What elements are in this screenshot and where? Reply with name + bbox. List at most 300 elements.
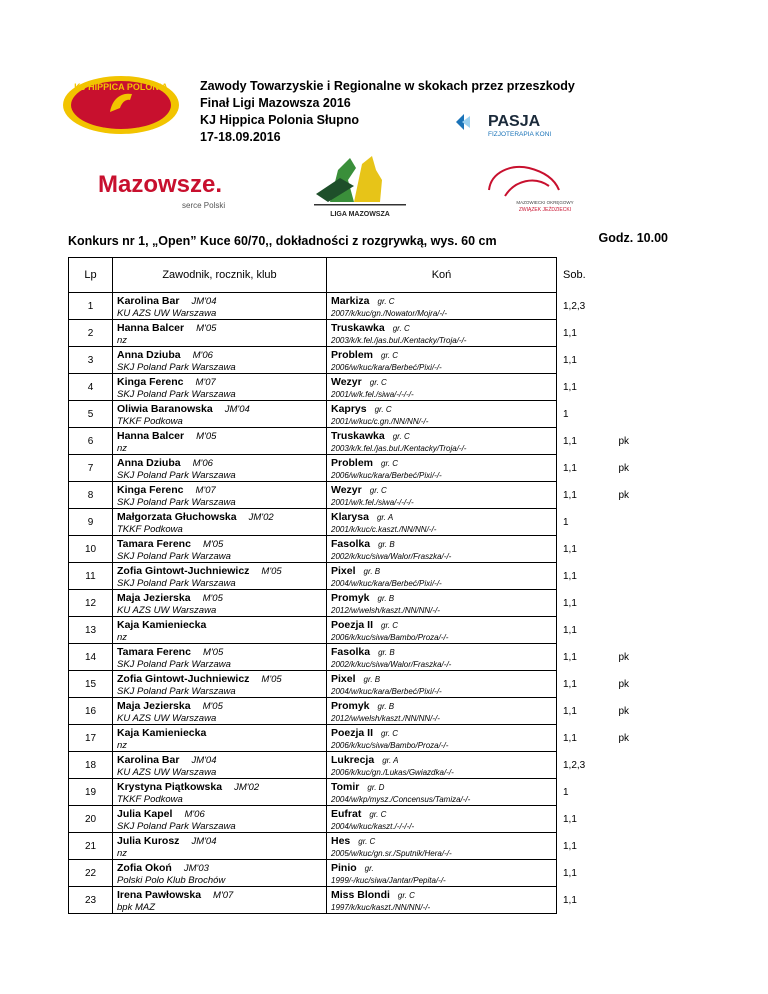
table-row <box>69 860 669 887</box>
horse-cell <box>327 833 557 860</box>
rider-club: SKJ Poland Park Warszawa <box>117 497 236 508</box>
rider-name: Maja Jezierska <box>117 592 191 604</box>
header-line-1: Zawody Towarzyskie i Regionalne w skokach przez przeszkody <box>200 79 575 93</box>
row-sob: 1,1 <box>563 462 577 474</box>
row-pk: pk <box>618 732 630 744</box>
row-pk <box>617 536 669 563</box>
row-lp: 23 <box>69 887 113 914</box>
row-pk <box>617 347 669 374</box>
table-row <box>69 320 669 347</box>
row-pk: pk <box>618 705 630 717</box>
rider-cell <box>113 509 327 536</box>
competition-title: Konkurs nr 1, „Open” Kuce 60/70,, dokładności z rozgrywką, wys. 60 cm <box>68 234 497 248</box>
horse-cell <box>327 320 557 347</box>
horse-pedigree: 2006/w/kuc/kara/Berbeć/Pixi/-/- <box>331 363 442 372</box>
rider-name: Tamara Ferenc <box>117 538 191 550</box>
row-pk <box>617 860 669 887</box>
horse-cell <box>327 779 557 806</box>
row-sob: 1,1 <box>563 327 577 339</box>
rider-year: M'07 <box>213 890 234 901</box>
rider-year: M'05 <box>261 566 282 577</box>
horse-pedigree: 1997/k/kuc/kaszt./NN/NN/-/- <box>331 903 431 912</box>
table-row <box>69 536 669 563</box>
table-header-row <box>69 258 669 293</box>
horse-name: Problem <box>331 349 374 361</box>
rider-club: KU AZS UW Warszawa <box>117 308 217 319</box>
horse-cell <box>327 752 557 779</box>
horse-name: Miss Blondi <box>331 889 390 901</box>
mozj-line2: ZWIĄZEK JEŹDZIECKI <box>518 207 572 213</box>
horse-cell <box>327 455 557 482</box>
horse-pedigree: 2012/w/welsh/kaszt./NN/NN/-/- <box>331 606 440 615</box>
table-row <box>69 644 669 671</box>
horse-pedigree: 2003/k/k.fel./jas.bul./Kentacky/Troja/-/- <box>331 444 467 453</box>
horse-group: gr. B <box>377 594 395 603</box>
row-sob: 1,1 <box>563 381 577 393</box>
horse-pedigree: 2004/w/kuc/kara/Berbeć/Pixi/-/- <box>331 579 442 588</box>
horse-name: Tomir <box>331 781 360 793</box>
rider-club: SKJ Poland Park Warszawa <box>117 578 236 589</box>
horse-group: gr. C <box>358 837 376 846</box>
rider-name: Krystyna Piątkowska <box>117 781 223 793</box>
horse-pedigree: 2004/w/kuc/kara/Berbeć/Pixi/-/- <box>331 687 442 696</box>
rider-cell <box>113 374 327 401</box>
horse-name: Promyk <box>331 592 370 604</box>
rider-year: M'05 <box>196 431 217 442</box>
rider-cell <box>113 860 327 887</box>
horse-cell <box>327 563 557 590</box>
row-sob: 1 <box>563 408 569 420</box>
row-pk <box>617 833 669 860</box>
row-sob: 1,1 <box>563 489 577 501</box>
rider-club: SKJ Poland Park Warszawa <box>117 686 236 697</box>
row-sob: 1,1 <box>563 651 577 663</box>
rider-club: nz <box>117 632 128 643</box>
rider-club: TKKF Podkowa <box>117 416 183 427</box>
rider-name: Zofia Gintowt-Juchniewicz <box>117 673 250 685</box>
horse-name: Lukrecja <box>331 754 375 766</box>
horse-name: Hes <box>331 835 351 847</box>
horse-pedigree: 1999/-/kuc/siwa/Jantar/Pepita/-/- <box>331 876 446 885</box>
horse-group: gr. C <box>392 324 410 333</box>
horse-pedigree: 2005/w/kuc/gn.sr./Sputnik/Hera/-/- <box>331 849 452 858</box>
rider-cell <box>113 347 327 374</box>
rider-name: Julia Kurosz <box>117 835 180 847</box>
rider-cell <box>113 833 327 860</box>
horse-name: Wezyr <box>331 376 362 388</box>
rider-club: Polski Polo Klub Brochów <box>117 875 226 886</box>
rider-year: M'05 <box>202 539 224 550</box>
row-pk <box>617 887 669 914</box>
table-row <box>69 590 669 617</box>
table-row <box>69 374 669 401</box>
rider-year: M'05 <box>261 674 282 685</box>
table-row <box>69 833 669 860</box>
horse-group: gr. C <box>369 810 387 819</box>
row-sob: 1,1 <box>563 678 577 690</box>
pasja-logo <box>452 108 582 138</box>
row-sob: 1,1 <box>563 705 577 717</box>
rider-year: M'06 <box>192 350 213 361</box>
horse-cell <box>327 536 557 563</box>
row-pk <box>617 374 669 401</box>
rider-cell <box>113 428 327 455</box>
horse-group: gr. D <box>367 783 385 792</box>
row-pk: pk <box>618 678 630 690</box>
horse-pedigree: 2012/w/welsh/kaszt./NN/NN/-/- <box>331 714 440 723</box>
rider-name: Kaja Kamieniecka <box>117 619 207 631</box>
rider-year: M'07 <box>195 377 216 388</box>
horse-name: Fasolka <box>331 538 371 550</box>
header-line-2: Finał Ligi Mazowsza 2016 <box>200 96 351 110</box>
horse-name: Pixel <box>331 673 356 685</box>
rider-year: M'06 <box>184 809 205 820</box>
row-lp: 22 <box>69 860 113 887</box>
horse-group: gr. C <box>381 621 399 630</box>
row-lp: 7 <box>69 455 113 482</box>
table-row <box>69 293 669 320</box>
rider-name: Kaja Kamieniecka <box>117 727 207 739</box>
horse-cell <box>327 725 557 752</box>
rider-name: Małgorzata Głuchowska <box>117 511 237 523</box>
row-pk: pk <box>618 489 630 501</box>
horse-cell <box>327 509 557 536</box>
horse-group: gr. B <box>363 675 381 684</box>
rider-club: nz <box>117 740 128 751</box>
row-sob: 1,1 <box>563 867 577 879</box>
rider-name: Tamara Ferenc <box>117 646 191 658</box>
row-lp: 6 <box>69 428 113 455</box>
row-lp: 16 <box>69 698 113 725</box>
rider-club: SKJ Poland Park Warszawa <box>117 389 236 400</box>
row-sob: 1,1 <box>563 435 577 447</box>
row-lp: 17 <box>69 725 113 752</box>
row-lp: 20 <box>69 806 113 833</box>
rider-cell <box>113 590 327 617</box>
horse-group: gr. A <box>376 513 394 522</box>
horse-pedigree: 2003/k/k.fel./jas.bul./Kentacky/Troja/-/- <box>331 336 467 345</box>
row-sob: 1,1 <box>563 894 577 906</box>
row-lp: 1 <box>69 293 113 320</box>
rider-name: Karolina Bar <box>117 754 180 766</box>
table-row <box>69 671 669 698</box>
horse-pedigree: 2001/w/k.fel./siwa/-/-/-/- <box>331 390 414 399</box>
horse-group: gr. C <box>377 297 395 306</box>
horse-cell <box>327 644 557 671</box>
rider-club: TKKF Podkowa <box>117 794 183 805</box>
col-header-sob: Sob. <box>563 269 586 281</box>
rider-year: JM'04 <box>191 296 217 307</box>
horse-cell <box>327 617 557 644</box>
rider-year: M'06 <box>192 458 213 469</box>
row-lp: 12 <box>69 590 113 617</box>
col-header-rider: Zawodnik, rocznik, klub <box>113 258 327 293</box>
table-row <box>69 617 669 644</box>
row-lp: 13 <box>69 617 113 644</box>
horse-pedigree: 2004/w/kuc/kaszt./-/-/-/- <box>331 822 415 831</box>
rider-cell <box>113 320 327 347</box>
rider-name: Zofia Okoń <box>117 862 172 874</box>
row-pk <box>617 617 669 644</box>
hippica-logo-top: KJ HIPPICA POLONIA <box>74 82 168 92</box>
table-row <box>69 428 669 455</box>
horse-cell <box>327 860 557 887</box>
rider-club: SKJ Poland Park Warszawa <box>117 362 236 373</box>
horse-pedigree: 2007/k/kuc/gn./Nowator/Mojra/-/- <box>331 309 448 318</box>
horse-group: gr. A <box>382 756 399 765</box>
rider-club: nz <box>117 848 128 859</box>
row-pk <box>617 293 669 320</box>
rider-name: Karolina Bar <box>117 295 180 307</box>
table-row <box>69 725 669 752</box>
rider-year: JM'02 <box>234 782 260 793</box>
rider-year: JM'04 <box>191 836 217 847</box>
table-row <box>69 752 669 779</box>
table-row <box>69 347 669 374</box>
table-row <box>69 563 669 590</box>
horse-cell <box>327 887 557 914</box>
horse-pedigree: 2001/k/kuc/c.kaszt./NN/NN/-/- <box>331 525 437 534</box>
row-sob: 1,1 <box>563 840 577 852</box>
rider-cell <box>113 455 327 482</box>
horse-group: gr. B <box>378 648 395 657</box>
rider-year: M'05 <box>202 593 223 604</box>
horse-pedigree: 2004/w/kp/mysz./Concensus/Tamiza/-/- <box>331 795 471 804</box>
rider-year: JM'04 <box>224 404 250 415</box>
horse-cell <box>327 482 557 509</box>
mazowsze-logo <box>98 168 238 214</box>
rider-name: Julia Kapel <box>117 808 173 820</box>
col-header-lp: Lp <box>69 258 113 293</box>
rider-name: Kinga Ferenc <box>117 376 184 388</box>
row-pk <box>617 563 669 590</box>
horse-name: Fasolka <box>331 646 371 658</box>
horse-pedigree: 2006/k/kuc/siwa/Bambo/Proza/-/- <box>331 741 449 750</box>
col-header-horse: Koń <box>327 258 557 293</box>
mozj-logo <box>475 160 575 215</box>
mazowsze-sub: serce Polski <box>182 201 226 210</box>
row-lp: 11 <box>69 563 113 590</box>
horse-cell <box>327 671 557 698</box>
table-row <box>69 887 669 914</box>
horse-pedigree: 2001/w/kuc/c.gn./NN/NN/-/- <box>331 417 429 426</box>
rider-name: Irena Pawłowska <box>117 889 202 901</box>
horse-group: gr. C <box>381 729 399 738</box>
rider-name: Anna Dziuba <box>117 349 181 361</box>
row-pk <box>617 806 669 833</box>
rider-cell <box>113 887 327 914</box>
rider-year: JM'04 <box>191 755 217 766</box>
horse-group: gr. C <box>381 351 399 360</box>
rider-name: Anna Dziuba <box>117 457 181 469</box>
row-sob: 1,2,3 <box>563 300 586 312</box>
horse-group: gr. B <box>378 540 395 549</box>
rider-club: SKJ Poland Park Warzawa <box>117 551 231 562</box>
table-row <box>69 401 669 428</box>
rider-cell <box>113 671 327 698</box>
row-lp: 15 <box>69 671 113 698</box>
horse-pedigree: 2006/k/kuc/gn./Lukas/Gwiazdka/-/- <box>331 768 454 777</box>
table-row <box>69 455 669 482</box>
horse-group: gr. C <box>397 891 415 900</box>
pasja-name: PASJA <box>488 113 541 130</box>
horse-group: gr. B <box>377 702 395 711</box>
rider-name: Oliwia Baranowska <box>117 403 213 415</box>
liga-mazowsza-logo <box>310 150 410 220</box>
row-sob: 1,1 <box>563 813 577 825</box>
row-pk: pk <box>618 462 630 474</box>
horse-cell <box>327 374 557 401</box>
horse-cell <box>327 698 557 725</box>
horse-name: Truskawka <box>331 322 385 334</box>
row-sob: 1,1 <box>563 624 577 636</box>
horse-cell <box>327 347 557 374</box>
rider-club: KU AZS UW Warszawa <box>117 713 217 724</box>
rider-year: M'05 <box>202 647 224 658</box>
rider-club: nz <box>117 335 128 346</box>
rider-year: JM'03 <box>183 863 209 874</box>
rider-club: SKJ Poland Park Warszawa <box>117 821 236 832</box>
rider-name: Zofia Gintowt-Juchniewicz <box>117 565 250 577</box>
rider-cell <box>113 536 327 563</box>
horse-group: gr. B <box>363 567 381 576</box>
horse-name: Kaprys <box>331 403 367 415</box>
horse-name: Promyk <box>331 700 370 712</box>
horse-pedigree: 2006/k/kuc/siwa/Bambo/Proza/-/- <box>331 633 449 642</box>
row-lp: 14 <box>69 644 113 671</box>
rider-cell <box>113 293 327 320</box>
row-pk <box>617 320 669 347</box>
horse-cell <box>327 401 557 428</box>
header-line-3: KJ Hippica Polonia Słupno <box>200 113 360 127</box>
rider-year: JM'02 <box>248 512 274 523</box>
rider-cell <box>113 401 327 428</box>
rider-cell <box>113 563 327 590</box>
horse-name: Poezja II <box>331 619 374 631</box>
row-lp: 21 <box>69 833 113 860</box>
rider-name: Hanna Balcer <box>117 322 185 334</box>
table-row <box>69 509 669 536</box>
horse-pedigree: 2006/w/kuc/kara/Berbeć/Pixi/-/- <box>331 471 442 480</box>
hippica-polonia-logo <box>60 74 182 136</box>
table-row <box>69 482 669 509</box>
horse-group: gr. C <box>369 486 387 495</box>
horse-cell <box>327 293 557 320</box>
row-lp: 10 <box>69 536 113 563</box>
row-sob: 1,1 <box>563 543 577 555</box>
horse-pedigree: 2002/k/kuc/siwa/Walor/Fraszka/-/- <box>331 660 452 669</box>
table-row <box>69 779 669 806</box>
row-lp: 19 <box>69 779 113 806</box>
horse-name: Klarysa <box>331 511 369 523</box>
row-pk <box>617 752 669 779</box>
rider-club: KU AZS UW Warszawa <box>117 605 217 616</box>
row-pk <box>617 401 669 428</box>
rider-club: nz <box>117 443 128 454</box>
row-sob: 1 <box>563 516 569 528</box>
competition-time: Godz. 10.00 <box>598 231 668 245</box>
horse-group: gr. C <box>374 405 392 414</box>
mazowsze-name: Mazowsze. <box>98 171 223 198</box>
horse-name: Pixel <box>331 565 356 577</box>
rider-club: SKJ Poland Park Warzawa <box>117 659 231 670</box>
rider-cell <box>113 482 327 509</box>
horse-name: Eufrat <box>331 808 362 820</box>
rider-club: bpk MAZ <box>117 902 156 913</box>
row-lp: 4 <box>69 374 113 401</box>
rider-cell <box>113 779 327 806</box>
rider-club: KU AZS UW Warszawa <box>117 767 217 778</box>
row-pk: pk <box>618 651 630 663</box>
rider-club: SKJ Poland Park Warszawa <box>117 470 236 481</box>
row-sob: 1,2,3 <box>563 759 586 771</box>
rider-cell <box>113 752 327 779</box>
row-lp: 9 <box>69 509 113 536</box>
rider-name: Hanna Balcer <box>117 430 185 442</box>
row-lp: 18 <box>69 752 113 779</box>
hippica-logo-bottom: SŁUPNO <box>106 123 136 130</box>
rider-cell <box>113 806 327 833</box>
row-sob: 1 <box>563 786 569 798</box>
row-pk <box>617 779 669 806</box>
horse-cell <box>327 590 557 617</box>
header-line-4: 17-18.09.2016 <box>200 130 281 144</box>
horse-group: gr. C <box>392 432 410 441</box>
row-lp: 2 <box>69 320 113 347</box>
horse-name: Problem <box>331 457 374 469</box>
row-pk: pk <box>618 435 630 447</box>
table-row <box>69 806 669 833</box>
rider-name: Kinga Ferenc <box>117 484 184 496</box>
horse-name: Poezja II <box>331 727 374 739</box>
horse-group: gr. C <box>381 459 399 468</box>
rider-club: TKKF Podkowa <box>117 524 183 535</box>
rider-year: M'05 <box>196 323 217 334</box>
horse-name: Wezyr <box>331 484 362 496</box>
horse-name: Pinio <box>331 862 357 874</box>
row-lp: 8 <box>69 482 113 509</box>
table-row <box>69 698 669 725</box>
rider-year: M'05 <box>202 701 223 712</box>
row-sob: 1,1 <box>563 570 577 582</box>
horse-group: gr. C <box>369 378 387 387</box>
horse-group: gr. <box>364 864 374 873</box>
horse-pedigree: 2001/w/k.fel./siwa/-/-/-/- <box>331 498 414 507</box>
row-sob: 1,1 <box>563 354 577 366</box>
rider-name: Maja Jezierska <box>117 700 191 712</box>
row-lp: 5 <box>69 401 113 428</box>
start-list-table <box>68 257 669 914</box>
horse-pedigree: 2002/k/kuc/siwa/Walor/Fraszka/-/- <box>331 552 452 561</box>
row-pk <box>617 509 669 536</box>
horse-name: Truskawka <box>331 430 385 442</box>
rider-cell <box>113 644 327 671</box>
horse-name: Markiza <box>331 295 370 307</box>
pasja-sub: FIZJOTERAPIA KONI <box>488 131 552 138</box>
mozj-line1: MAZOWIECKI OKRĘGOWY <box>516 200 574 205</box>
horse-cell <box>327 806 557 833</box>
row-lp: 3 <box>69 347 113 374</box>
rider-cell <box>113 698 327 725</box>
row-sob: 1,1 <box>563 597 577 609</box>
rider-cell <box>113 617 327 644</box>
rider-cell <box>113 725 327 752</box>
liga-name: LIGA MAZOWSZA <box>330 211 390 218</box>
row-pk <box>617 590 669 617</box>
horse-cell <box>327 428 557 455</box>
col-header-pk <box>617 258 669 293</box>
row-sob: 1,1 <box>563 732 577 744</box>
